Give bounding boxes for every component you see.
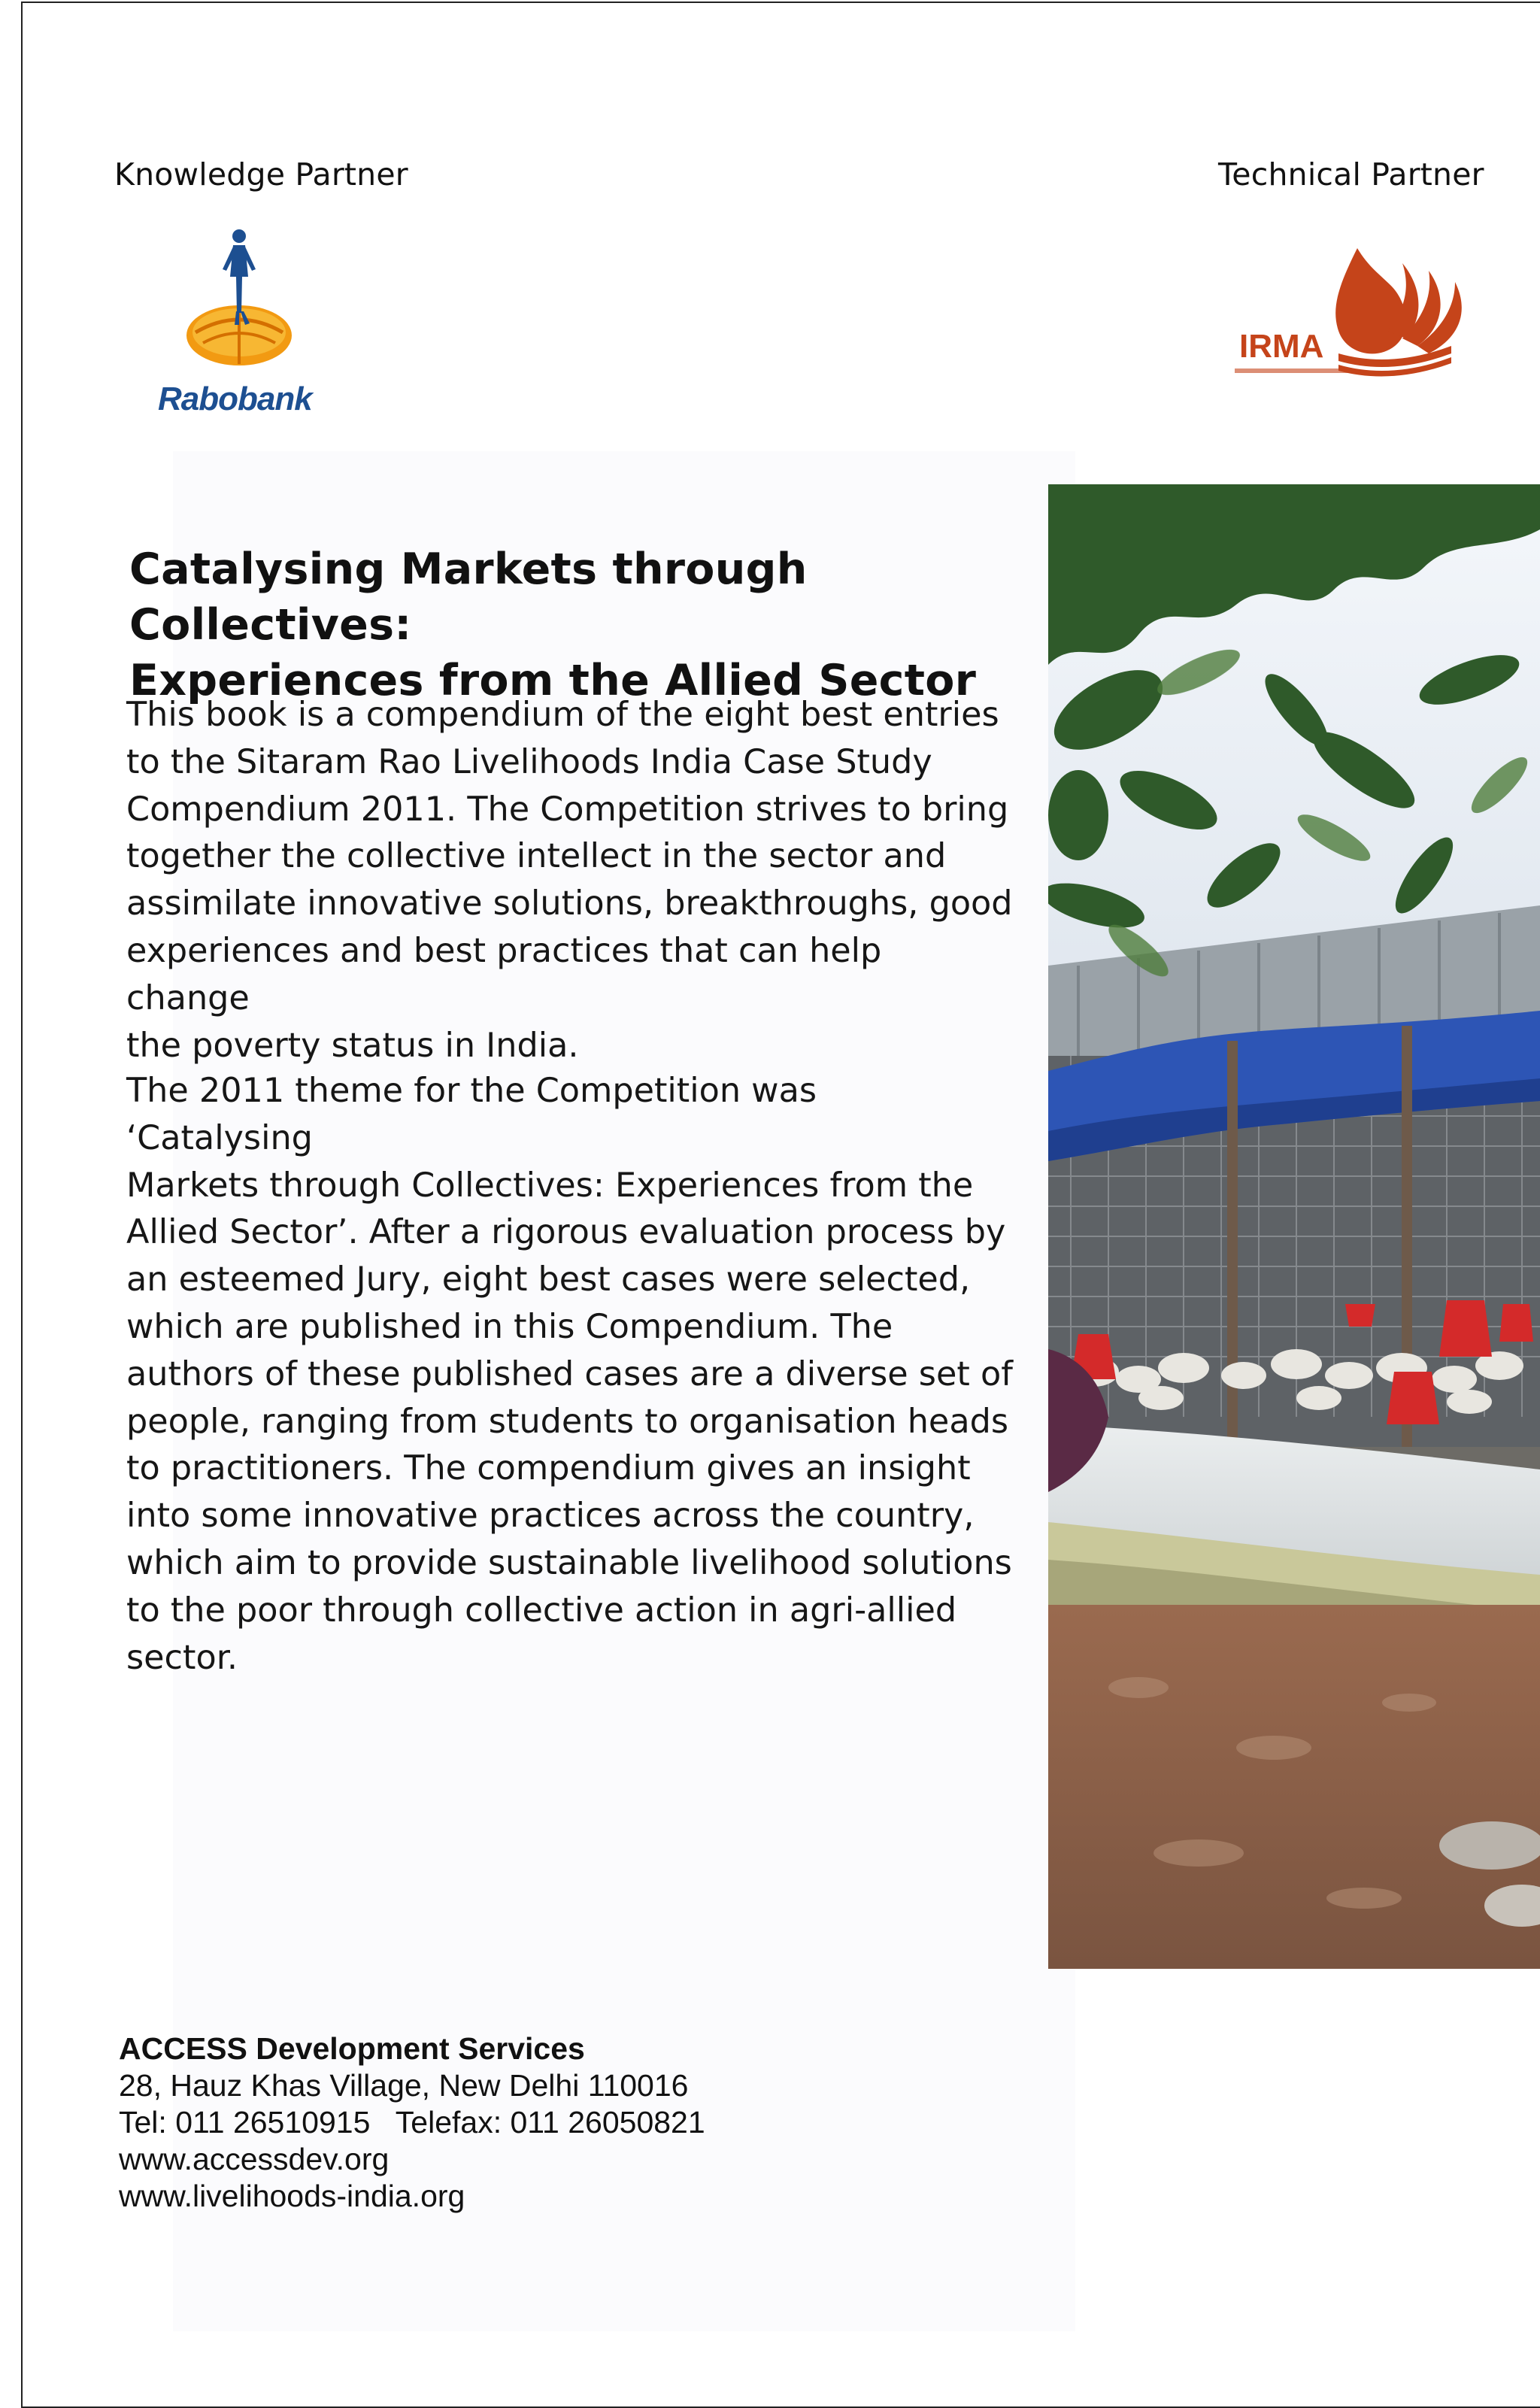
para-line: to the Sitaram Rao Livelihoods India Case Study bbox=[126, 742, 932, 781]
irma-logo bbox=[1226, 241, 1466, 391]
para-line: into some innovative practices across the country, bbox=[126, 1497, 975, 1536]
para-line: Allied Sector’. After a rigorous evaluation process by bbox=[126, 1213, 1006, 1252]
rabobank-wordmark: Rabobank bbox=[158, 381, 312, 417]
para-line: which are published in this Compendium. The bbox=[126, 1307, 893, 1346]
rabobank-logo bbox=[150, 223, 331, 426]
publisher-website-1[interactable]: www.accessdev.org bbox=[119, 2142, 390, 2176]
poultry-shed-photo bbox=[1048, 484, 1540, 1969]
para-line: sector. bbox=[126, 1638, 238, 1677]
para-line: which aim to provide sustainable livelihood solutions bbox=[126, 1543, 1012, 1582]
technical-partner-label: Technical Partner bbox=[1218, 156, 1484, 193]
irma-wordmark: IRMA bbox=[1239, 328, 1324, 365]
book-title-line-1: Catalysing Markets through Collectives: bbox=[129, 544, 808, 650]
para-line: people, ranging from students to organisation heads bbox=[126, 1402, 1009, 1441]
para-line: to the poor through collective action in agri-allied bbox=[126, 1591, 957, 1630]
publisher-name: ACCESS Development Services bbox=[119, 2031, 585, 2066]
para-line: to practitioners. The compendium gives an insight bbox=[126, 1449, 971, 1488]
para-line: an esteemed Jury, eight best cases were selected, bbox=[126, 1260, 971, 1300]
publisher-phone: Tel: 011 26510915 Telefax: 011 26050821 bbox=[119, 2105, 705, 2140]
para-line: This book is a compendium of the eight best entries bbox=[126, 696, 999, 734]
description-paragraph-1 bbox=[126, 692, 1014, 1069]
book-title-line-2: Experiences from the Allied Sector bbox=[129, 656, 977, 705]
knowledge-partner-label: Knowledge Partner bbox=[114, 156, 408, 193]
publisher-footer bbox=[119, 2030, 705, 2215]
book-title bbox=[129, 541, 1032, 708]
para-line: assimilate innovative solutions, breakthroughs, good bbox=[126, 884, 1013, 923]
publisher-address: 28, Hauz Khas Village, New Delhi 110016 bbox=[119, 2068, 689, 2103]
para-line: The 2011 theme for the Competition was ‘Catalysing bbox=[126, 1072, 817, 1157]
para-line: the poverty status in India. bbox=[126, 1026, 579, 1065]
para-line: experiences and best practices that can help change bbox=[126, 931, 882, 1017]
para-line: Compendium 2011. The Competition strives to bring bbox=[126, 790, 1009, 829]
para-line: authors of these published cases are a diverse set of bbox=[126, 1354, 1013, 1394]
description-paragraph-2 bbox=[126, 1068, 1014, 1682]
publisher-website-2[interactable]: www.livelihoods-india.org bbox=[119, 2179, 465, 2213]
para-line: Markets through Collectives: Experiences from the bbox=[126, 1166, 974, 1205]
para-line: together the collective intellect in the sector and bbox=[126, 837, 947, 876]
